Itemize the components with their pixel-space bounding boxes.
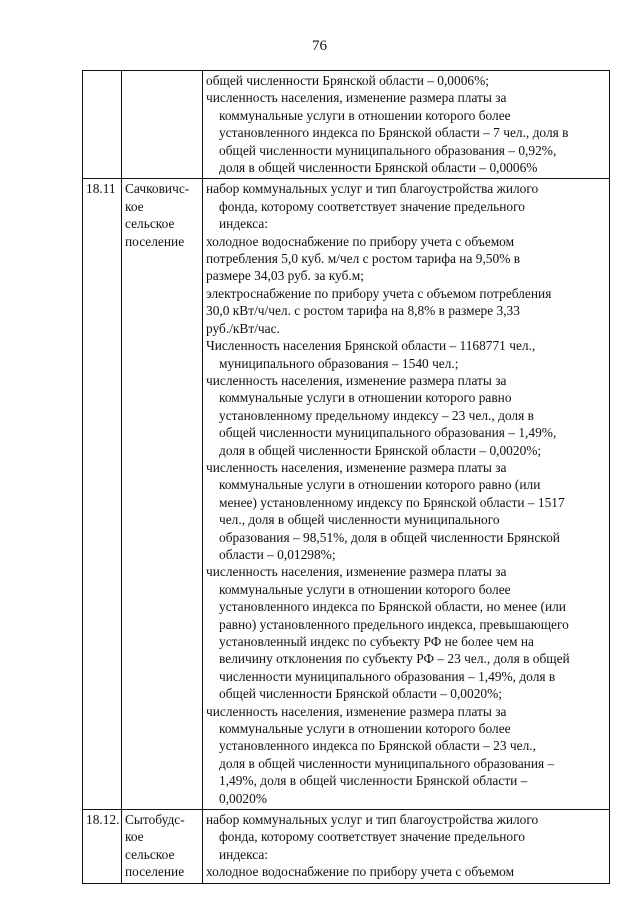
row-number: 18.12. xyxy=(86,812,120,828)
row-number-cell xyxy=(83,179,122,810)
text-line: общей численности муниципального образования – 0,92%, xyxy=(219,142,557,158)
settlement-name-line: сельское xyxy=(125,216,175,232)
text-line: фонда, которому соответствует значение предельного xyxy=(219,198,525,214)
text-line: коммунальные услуги в отношении которого более xyxy=(219,721,511,737)
text-line: коммунальные услуги в отношении которого более xyxy=(219,581,511,597)
indicator-text-cell xyxy=(203,810,610,884)
text-line: общей численности Брянской области – 0,0006%; xyxy=(206,73,489,88)
settlement-name-line: поселение xyxy=(125,864,185,880)
text-line: коммунальные услуги в отношении которого более xyxy=(219,107,511,123)
text-line: индекса: xyxy=(219,846,269,862)
text-line: холодное водоснабжение по прибору учета с объемом xyxy=(206,864,515,880)
text-line: образования – 98,51%, доля в общей численности Брянской xyxy=(219,529,560,545)
text-line: электроснабжение по прибору учета с объемом потребления xyxy=(206,285,552,301)
table-body xyxy=(83,71,610,884)
settlement-name-cell xyxy=(122,810,203,884)
text-line: набор коммунальных услуг и тип благоустройства жилого xyxy=(206,181,539,197)
text-line: 30,0 кВт/ч/чел. с ростом тарифа на 8,8% в размере 3,33 xyxy=(206,303,520,319)
text-line: размере 34,03 руб. за куб.м; xyxy=(206,268,364,284)
text-line: равно) установленного предельного индекса, превышающего xyxy=(219,616,569,632)
settlement-name-line: Сачковичс- xyxy=(125,181,190,197)
table-row xyxy=(83,179,610,810)
text-line: коммунальные услуги в отношении которого равно xyxy=(219,390,512,406)
text-line: численность населения, изменение размера платы за xyxy=(206,564,507,580)
text-line: общей численности муниципального образования – 1,49%, xyxy=(219,425,557,441)
text-line: доля в общей численности Брянской области – 0,0020%; xyxy=(219,442,542,458)
text-line: численности муниципального образования – 1,49%, доля в xyxy=(219,668,556,684)
text-line: численность населения, изменение размера платы за xyxy=(206,372,507,388)
text-line: области – 0,01298%; xyxy=(219,546,336,562)
text-line: коммунальные услуги в отношении которого равно (или xyxy=(219,477,541,493)
text-line: численность населения, изменение размера платы за xyxy=(206,703,507,719)
text-line: общей численности Брянской области – 0,0020%; xyxy=(219,686,502,702)
text-line: набор коммунальных услуг и тип благоустройства жилого xyxy=(206,812,539,828)
text-line: установленного индекса по Брянской области – 23 чел., xyxy=(219,738,536,754)
settlement-name-line: кое xyxy=(125,829,144,845)
indicator-text-cell xyxy=(203,71,610,179)
text-line: 0,0020% xyxy=(219,790,267,806)
row-number-cell xyxy=(83,71,122,179)
text-line: установленного индекса по Брянской области – 7 чел., доля в xyxy=(219,125,569,141)
text-line: потребления 5,0 куб. м/чел с ростом тарифа на 9,50% в xyxy=(206,251,521,267)
page-number: 76 xyxy=(312,38,327,54)
settlement-name-line: поселение xyxy=(125,233,185,249)
text-line: доля в общей численности Брянской области – 0,0006% xyxy=(219,160,538,176)
row-number-cell xyxy=(83,810,122,884)
text-line: численность населения, изменение размера платы за xyxy=(206,459,507,475)
text-line: численность населения, изменение размера платы за xyxy=(206,90,507,106)
table-row xyxy=(83,71,610,179)
settlement-name-line: кое xyxy=(125,198,144,214)
text-line: муниципального образования – 1540 чел.; xyxy=(219,355,459,371)
row-number: 18.11 xyxy=(86,181,116,197)
text-line: менее) установленному индексу по Брянской области – 1517 xyxy=(219,494,565,510)
text-line: доля в общей численности муниципального образования – xyxy=(219,755,555,771)
text-line: чел., доля в общей численности муниципального xyxy=(219,512,500,528)
text-line: установленного индекса по Брянской области, но менее (или xyxy=(219,599,566,615)
text-line: фонда, которому соответствует значение предельного xyxy=(219,829,525,845)
text-line: установленный индекс по субъекту РФ не более чем на xyxy=(219,634,534,649)
text-line: индекса: xyxy=(219,216,269,232)
text-line: холодное водоснабжение по прибору учета с объемом xyxy=(206,233,515,249)
table-row xyxy=(83,810,610,884)
text-line: Численность населения Брянской области – 1168771 чел., xyxy=(206,338,536,354)
indicator-table xyxy=(82,70,610,884)
text-line: 1,49%, доля в общей численности Брянской области – xyxy=(219,773,528,789)
settlement-name-cell xyxy=(122,71,203,179)
text-line: руб./кВт/час. xyxy=(206,320,280,336)
settlement-name-line: Сытобудс- xyxy=(125,812,185,828)
indicator-text-cell xyxy=(203,179,610,810)
settlement-name-line: сельское xyxy=(125,846,175,862)
text-line: величину отклонения по субъекту РФ – 23 чел., доля в общей xyxy=(219,651,570,667)
text-line: установленному предельному индексу – 23 чел., доля в xyxy=(219,407,534,423)
settlement-name-cell xyxy=(122,179,203,810)
